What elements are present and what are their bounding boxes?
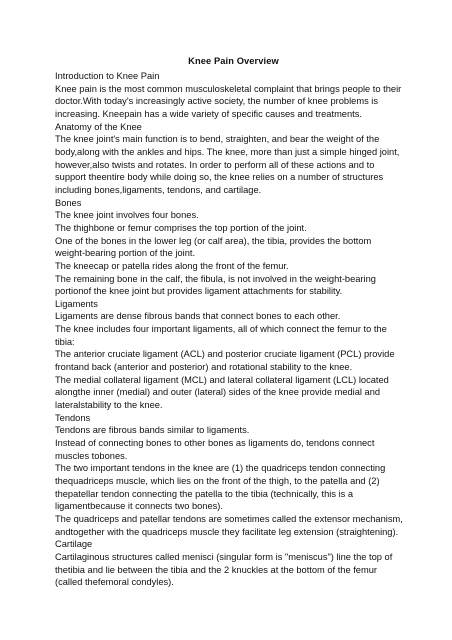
text-line: The knee includes four important ligaments, all of which connect the femur to the [55, 324, 387, 335]
text-line: increasing. Kneepain has a wide variety of specific causes and treatments. [55, 108, 362, 119]
text-line: Tendons [55, 412, 91, 423]
text-line: The medial collateral ligament (MCL) and lateral collateral ligament (LCL) located [55, 374, 389, 385]
text-line: body,along with the ankles and hips. The knee, more than just a simple hinged joint, [55, 146, 400, 157]
text-line: weight-bearing portion of the joint. [55, 248, 196, 259]
text-line: One of the bones in the lower leg (or calf area), the tibia, provides the bottom [55, 235, 372, 246]
text-line: tibia: [55, 336, 75, 347]
text-line: The knee joint's main function is to bend, straighten, and bear the weight of the [55, 134, 380, 145]
text-line: Anatomy of the Knee [55, 121, 142, 132]
text-line: thequadriceps muscle, which lies on the front of the thigh, to the patella and (2) [55, 476, 380, 486]
text-line: muscles tobones. [55, 450, 128, 461]
text-line: Bones [55, 197, 82, 208]
text-line: The thighbone or femur comprises the top portion of the joint. [55, 222, 307, 233]
text-line: The kneecap or patella rides along the front of the femur. [55, 260, 289, 271]
text-line: Ligaments [55, 298, 98, 309]
text-line: The quadriceps and patellar tendons are sometimes called the extensor mechanism, [55, 513, 403, 524]
text-line: doctor.With today's increasingly active society, the number of knee problems is [55, 96, 379, 107]
text-line: support theentire body while doing so, the knee relies on a number of structures [55, 172, 384, 183]
text-line: The knee joint involves four bones. [55, 210, 199, 221]
document-title: Knee Pain Overview [188, 56, 279, 66]
text-line: (called thefemoral condyles). [55, 577, 174, 588]
text-line: Instead of connecting bones to other bones as ligaments do, tendons connect [55, 438, 375, 449]
text-line: including bones,ligaments, tendons, and cartilage. [55, 184, 262, 195]
text-line: thetibia and lie between the tibia and the 2 knuckles at the bottom of the femur [55, 564, 377, 575]
text-line: portionof the knee joint but provides ligament attachments for stability. [55, 286, 343, 297]
text-line: Knee pain is the most common musculoskeletal complaint that brings people to their [55, 83, 402, 94]
text-line: ligamentbecause it connects two bones). [55, 501, 223, 512]
text-line: thepatellar tendon connecting the patella to the tibia (technically, this is a [55, 488, 354, 499]
text-line: frontand back (anterior and posterior) and rotational stability to the knee. [55, 362, 353, 373]
text-line: Ligaments are dense fibrous bands that connect bones to each other. [55, 311, 341, 322]
text-line: Introduction to Knee Pain [55, 71, 160, 81]
document-body [55, 70, 412, 589]
text-line: Cartilaginous structures called menisci (singular form is "meniscus") line the top of [55, 551, 393, 562]
text-line: however,also twists and rotates. In order to perform all of these actions and to [55, 159, 375, 170]
text-line: Tendons are fibrous bands similar to ligaments. [55, 425, 250, 436]
text-line: The remaining bone in the calf, the fibula, is not involved in the weight-bearing [55, 273, 376, 284]
text-line: The two important tendons in the knee are (1) the quadriceps tendon connecting [55, 463, 386, 474]
text-line: andtogether with the quadriceps muscle they facilitate leg extension (straightening). [55, 526, 399, 537]
text-line: alongthe inner (medial) and outer (lateral) sides of the knee provide medial and [55, 387, 381, 398]
text-line: lateralstability to the knee. [55, 400, 163, 411]
text-line: The anterior cruciate ligament (ACL) and posterior cruciate ligament (PCL) provide [55, 349, 395, 360]
text-line: Cartilage [55, 539, 93, 550]
